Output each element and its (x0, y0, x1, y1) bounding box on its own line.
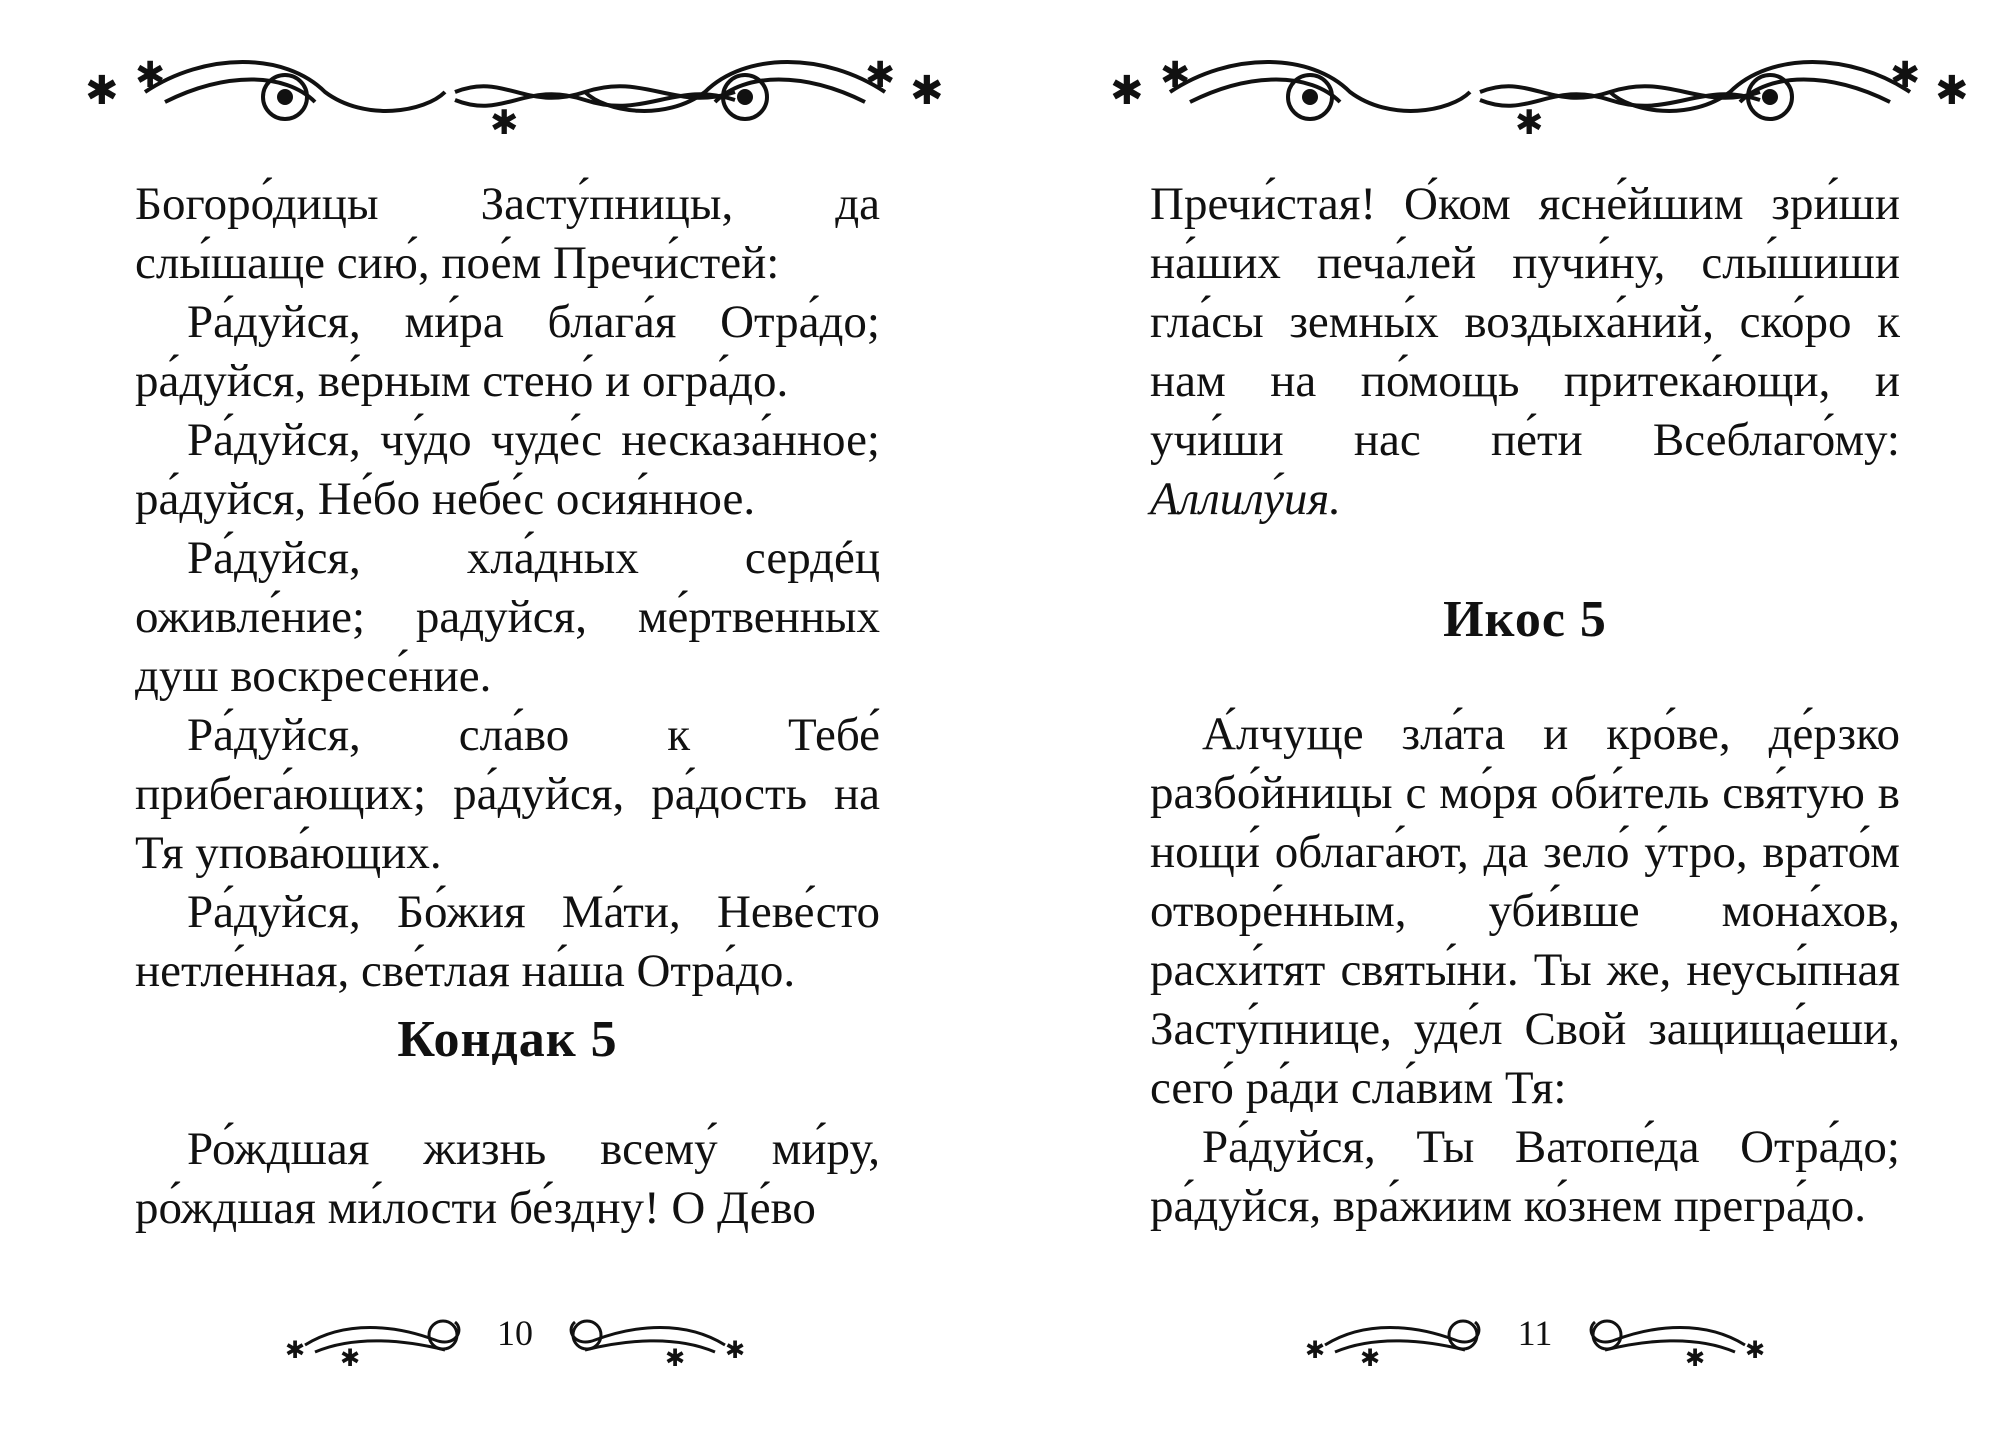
svg-text:✱: ✱ (665, 1344, 686, 1370)
svg-text:✱: ✱ (1360, 1344, 1381, 1370)
svg-text:✱: ✱ (1515, 103, 1544, 142)
right-paragraph: А́лчуще зла́та и кро́ве, де́рзко разбо́йницы с мо́ря оби́тель свя́тую в нощи́ облага́ют, да зело́ у́тро, врато́м отворе́нным, уби́вше мона́хов, расхи́тят святы́ни. Ты же, неусы́пная Засту́пнице, уде́л Свой защища́еши, сего́ ра́ди сла́вим Тя: (1150, 708, 1900, 1114)
svg-text:✱: ✱ (1890, 55, 1921, 96)
svg-text:✱: ✱ (1935, 68, 1969, 114)
left-paragraph: Ра́дуйся, хла́дных сердéц оживле́ние; радуйся, ме́ртвенных душ воскресе́ние. (135, 532, 880, 702)
svg-text:✱: ✱ (1685, 1344, 1706, 1370)
right-paragraph: Ра́дуйся, Ты Ватопе́да Отра́до; ра́дуйся, вра́жиим ко́знем прегра́до. (1150, 1121, 1900, 1232)
right-paragraph (1150, 175, 1900, 529)
svg-text:✱: ✱ (1305, 1336, 1326, 1364)
left-paragraph: Ра́дуйся, чу́до чуде́с несказа́нное; ра́дуйся, Не́бо небе́с осия́нное. (135, 414, 880, 525)
svg-text:✱: ✱ (1110, 68, 1144, 114)
svg-text:✱: ✱ (340, 1344, 361, 1370)
left-paragraph: Ра́дуйся, ми́ра блага́я Отра́до; ра́дуйся, ве́рным стено́ и огра́до. (135, 296, 880, 407)
right-text-bottom (1150, 705, 1900, 1236)
svg-text:✱: ✱ (865, 55, 896, 96)
svg-text:✱: ✱ (285, 1336, 306, 1364)
right-text-top (1150, 175, 1900, 529)
footer-ornament-left (285, 1300, 745, 1370)
svg-text:✱: ✱ (910, 68, 944, 114)
right-page (1000, 0, 2000, 1442)
left-text-bottom (135, 1120, 880, 1238)
svg-text:✱: ✱ (1160, 55, 1191, 96)
svg-text:✱: ✱ (1745, 1336, 1765, 1364)
section-heading: Кондак 5 (397, 1011, 618, 1068)
page-number: 10 (497, 1313, 533, 1353)
left-text-top (135, 175, 880, 1001)
alleluia-text: Аллилу́ия. (1150, 473, 1342, 525)
right-paragraph-text: Пречи́стая! О́ком ясне́йшим зри́ши на́ших печа́лей пучи́ну, слы́шиши гла́сы земны́х воздыха́ний, ско́ро к нам на по́мощь притека́ющи, и учи́ши нас пе́ти Всеблаго́му: (1150, 178, 1900, 466)
left-paragraph: Богоро́дицы Засту́пницы, да слы́шаще сию́, пое́м Пречи́стей: (135, 178, 880, 289)
svg-text:✱: ✱ (725, 1336, 745, 1364)
section-heading: Икос 5 (1443, 591, 1607, 648)
left-paragraph: Ро́ждшая жизнь всему́ ми́ру, ро́ждшая ми́лости бе́здну! О Де́во (135, 1123, 880, 1234)
left-paragraph: Ра́дуйся, сла́во к Тебе́ прибега́ющих; ра́дуйся, ра́дость на Тя упова́ющих. (135, 709, 880, 879)
top-ornament-right (1110, 42, 1970, 142)
footer-ornament-right (1305, 1300, 1765, 1370)
top-ornament-left (85, 42, 945, 142)
svg-text:✱: ✱ (490, 103, 519, 142)
page-number: 11 (1517, 1313, 1553, 1353)
svg-text:✱: ✱ (85, 68, 119, 114)
svg-text:✱: ✱ (135, 55, 166, 96)
left-paragraph: Ра́дуйся, Бо́жия Ма́ти, Неве́сто нетле́нная, све́тлая на́ша Отра́до. (135, 886, 880, 997)
